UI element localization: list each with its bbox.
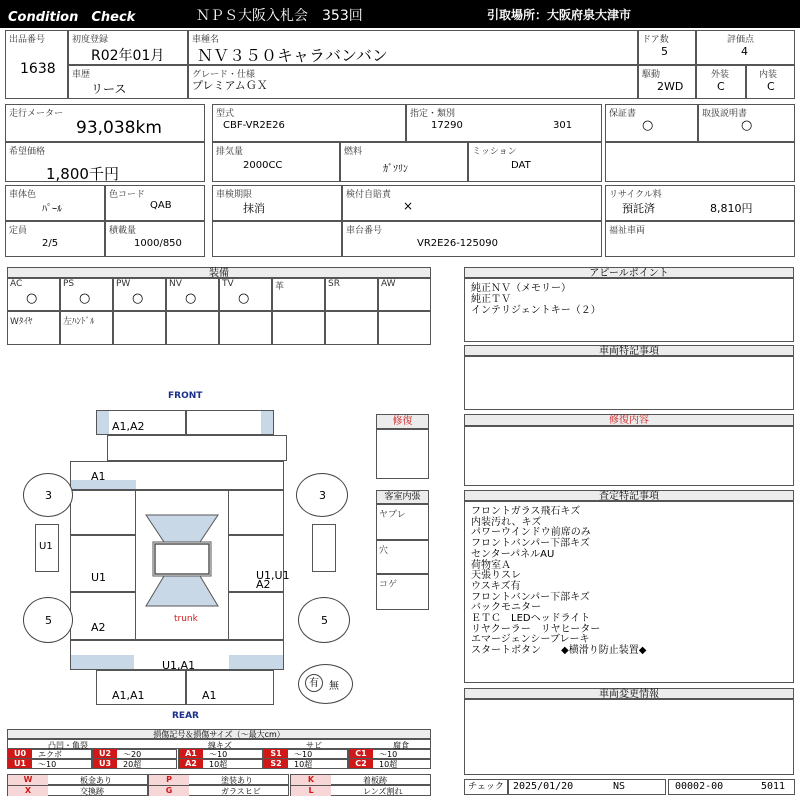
liability-cell	[342, 185, 602, 221]
legend-extra-cell	[7, 774, 148, 785]
mileage-value: 93,038km	[76, 118, 162, 138]
legend-extra-desc: 板金あり	[80, 776, 112, 785]
equipment-ps	[60, 278, 113, 311]
drive-label: 駆動	[642, 70, 661, 80]
mission-cell	[468, 142, 602, 182]
body-color-value: ﾊﾟｰﾙ	[42, 204, 62, 215]
legend-code: U2	[93, 749, 117, 758]
model-value: CBF-VR2E26	[223, 120, 285, 131]
liability-label: 検付自賠責	[346, 190, 392, 200]
spare-no-mark: 無	[329, 681, 339, 692]
appeal-title: アピールポイント	[464, 267, 794, 278]
legend-code: C2	[349, 759, 373, 768]
equipment-sr	[325, 278, 378, 311]
interior-hole	[376, 540, 429, 574]
damage-shade	[261, 411, 273, 434]
legend-extra-code: G	[149, 786, 189, 796]
inspection-note-line: フロントバンパー下部キズ	[471, 591, 590, 603]
legend-group-scratch: 線キズ	[208, 741, 232, 750]
blank-cell-b	[212, 221, 342, 257]
legend-cell	[92, 749, 177, 759]
legend-desc: ～20	[123, 750, 142, 759]
legend-cell	[348, 759, 431, 769]
manual-value: ○	[741, 118, 753, 133]
inspection-value: 抹消	[243, 202, 265, 215]
equipment-label: SR	[328, 279, 340, 289]
spare-tire	[298, 664, 353, 704]
drive-cell	[638, 65, 696, 99]
equipment-pw	[113, 278, 166, 311]
rear-label: REAR	[172, 711, 199, 721]
legend-code: U0	[8, 749, 32, 758]
front-label: FRONT	[168, 391, 203, 401]
exterior-label: 外装	[711, 70, 730, 80]
price-label: 希望価格	[9, 147, 46, 157]
footer-code2: 5011	[761, 781, 786, 792]
load-cell	[105, 221, 205, 257]
equipment-nv	[166, 278, 219, 311]
inspection-cell	[212, 185, 342, 221]
inspection-note-line: ＥＴＣ LEDヘッドライト	[471, 613, 591, 624]
recycle-cell	[605, 185, 795, 221]
legend-cell	[178, 759, 263, 769]
inspection-note-line: フロントガラス飛石キズ	[471, 506, 581, 517]
equipment-革	[272, 278, 325, 311]
wheel-front-right	[296, 473, 348, 517]
inspection-note-line: センターパネルAU	[471, 548, 555, 560]
repair-content-body	[464, 426, 794, 486]
legend-group-rust: サビ	[306, 741, 322, 750]
score-value: 4	[741, 45, 748, 58]
mark-front-bumper: A1,A2	[112, 420, 145, 433]
legend-cell	[92, 759, 177, 769]
car-name-cell	[188, 30, 638, 65]
interior-cell	[746, 65, 795, 99]
mileage-label: 走行メーター	[9, 109, 64, 119]
designation-cell	[406, 104, 602, 142]
header-bar	[0, 0, 800, 28]
legend-cell	[7, 759, 92, 769]
model-label: 型式	[216, 109, 235, 119]
chassis-label: 車台番号	[346, 226, 383, 236]
lot-cell	[5, 30, 68, 99]
mark-mirror-left: U1	[39, 541, 53, 552]
color-code-value: QAB	[150, 200, 172, 211]
legend-extra-code: P	[149, 775, 189, 785]
equipment-ac	[7, 278, 60, 311]
equipment-tv	[219, 278, 272, 311]
score-cell	[696, 30, 795, 65]
chassis-value: VR2E26-125090	[417, 238, 498, 249]
capacity-cell	[5, 221, 105, 257]
fuel-cell	[340, 142, 468, 182]
legend-cell	[178, 749, 263, 759]
designation-label: 指定・類別	[410, 109, 456, 119]
mark-rear-bumper: U1,A1	[162, 659, 196, 672]
trunk-label: trunk	[174, 614, 198, 624]
equipment-empty-4	[272, 311, 325, 345]
lot-label: 出品番号	[9, 35, 46, 45]
equipment-mark: ○	[132, 291, 144, 306]
spare-yes-mark: 有	[305, 674, 323, 692]
inspection-note-line: エマージェンシーブレーキ	[471, 634, 590, 646]
mark-door-left: U1	[91, 571, 107, 584]
body-color-label: 車体色	[9, 190, 37, 200]
inspection-notes-body	[464, 501, 794, 683]
legend-cell	[7, 749, 92, 759]
mark-rear-right: A1	[202, 689, 217, 702]
load-value: 1000/850	[134, 238, 182, 249]
inspection-note-line: 荷物室Ａ	[471, 559, 511, 571]
legend-extra-desc: レンズ割れ	[363, 787, 403, 796]
equipment-label: PS	[63, 279, 75, 289]
legend-extra-code: W	[8, 775, 48, 785]
legend-code: U3	[93, 759, 117, 768]
inspection-note-line: 天張りスレ	[471, 570, 521, 582]
grille-panel	[107, 435, 287, 461]
legend-extra-cell	[290, 785, 431, 796]
mark-rear-left: A1,A1	[112, 689, 145, 702]
welfare-cell	[605, 221, 795, 257]
header-auction-title: ＮＰＳ大阪入札会 353回	[196, 8, 363, 24]
mileage-cell	[5, 104, 205, 142]
equipment-empty-6	[378, 311, 431, 345]
footer-code1: 00002-00	[675, 781, 724, 792]
equipment-label: 革	[275, 282, 285, 292]
grade-value: プレミアムＧＸ	[192, 79, 268, 92]
model-cell	[212, 104, 406, 142]
equipment-empty-3	[219, 311, 272, 345]
mark-wheel-fl: 3	[45, 489, 52, 502]
legend-desc: ～10	[294, 750, 313, 759]
repair-content-title: 修復内容	[464, 414, 794, 426]
color-code-label: 色コード	[109, 190, 146, 200]
inspection-note-line: 内装汚れ、キズ	[471, 516, 542, 528]
blank-cell-a	[605, 142, 795, 182]
grade-label: グレード・仕様	[192, 70, 256, 80]
manual-cell	[698, 104, 795, 142]
legend-extra-code: X	[8, 786, 48, 796]
legend-desc: 20超	[123, 760, 142, 769]
interior-value: C	[767, 80, 775, 93]
legend-extra-desc: 交換跡	[80, 787, 104, 796]
appeal-line-2: 純正ＴＶ	[471, 294, 511, 305]
lot-number: 1638	[20, 61, 56, 77]
recycle-label: リサイクル料	[609, 190, 662, 200]
displacement-value: 2000CC	[243, 160, 283, 171]
footer-check-label: チェック	[464, 779, 508, 795]
footer-date: 2025/01/20	[513, 781, 574, 792]
warranty-cell	[605, 104, 698, 142]
designation-value: 17290	[431, 120, 463, 131]
first-reg-label: 初度登録	[72, 35, 109, 45]
legend-cell	[263, 759, 348, 769]
legend-desc: ～10	[379, 750, 398, 759]
repair-body	[376, 429, 429, 479]
damage-shade	[229, 655, 283, 669]
grade-cell	[188, 65, 638, 99]
legend-desc: ～10	[209, 750, 228, 759]
legend-extra-cell	[7, 785, 148, 796]
car-name-label: 車種名	[192, 35, 220, 45]
first-reg-cell	[68, 30, 188, 65]
capacity-value: 2/5	[42, 238, 59, 249]
legend-cell	[263, 749, 348, 759]
price-value: 1,800千円	[46, 165, 119, 183]
legend-extra-cell	[148, 785, 289, 796]
equipment-aw	[378, 278, 431, 311]
legend-code: U1	[8, 759, 32, 768]
legend-extra-cell	[148, 774, 289, 785]
footer-inspector: NS	[613, 781, 626, 792]
inspection-note-line: フロントバンパー下部キズ	[471, 538, 590, 550]
interior-tear	[376, 504, 429, 540]
history-label: 車歴	[72, 70, 91, 80]
mark-wheel-rl: 5	[45, 614, 52, 627]
welfare-label: 福祉車両	[609, 226, 646, 236]
wheel-rear-left	[23, 597, 73, 643]
mirror-left	[35, 524, 59, 572]
legend-extra-desc: 塗装あり	[221, 776, 253, 785]
mark-door-right: U1,U1 A2	[256, 569, 290, 591]
equipment-mark: ○	[79, 291, 91, 306]
interior-burn	[376, 574, 429, 610]
legend-group-dent: 凸凹・亀裂	[48, 741, 88, 750]
equipment-lhd-label: 左ﾊﾝﾄﾞﾙ	[63, 317, 95, 327]
inspection-notes-title: 査定特記事項	[464, 490, 794, 501]
exterior-cell	[696, 65, 746, 99]
legend-extra-desc: ガラスヒビ	[221, 787, 261, 796]
body-color-cell	[5, 185, 105, 221]
displacement-cell	[212, 142, 340, 182]
change-info-title: 車両変更情報	[464, 688, 794, 699]
doors-value: 5	[661, 45, 668, 58]
equipment-mark: ○	[26, 291, 38, 306]
repair-title: 修復	[376, 414, 429, 429]
special-notes-title: 車両特記事項	[464, 345, 794, 356]
equipment-mark: ○	[185, 291, 197, 306]
legend-code: S1	[264, 749, 288, 758]
exterior-value: C	[717, 80, 725, 93]
equipment-empty-2	[166, 311, 219, 345]
legend-extra-desc: 着板跡	[363, 776, 387, 785]
appeal-body	[464, 278, 794, 342]
legend-cell	[348, 749, 431, 759]
equipment-label: AW	[381, 279, 396, 289]
legend-title: 損傷記号＆損傷サイズ（～最大cm）	[7, 729, 431, 739]
equipment-title: 装備	[7, 267, 431, 278]
equipment-lhd	[60, 311, 113, 345]
equipment-wtire	[7, 311, 60, 345]
damage-shade	[97, 411, 109, 434]
inspection-note-line: スタートボタン ◆横滑り防止装置◆	[471, 645, 647, 657]
inspection-label: 車検期限	[216, 190, 253, 200]
chassis-cell	[342, 221, 602, 257]
interior-state-title: 客室内張	[376, 490, 429, 504]
special-notes-body	[464, 356, 794, 410]
recycle-status: 預託済	[622, 202, 655, 215]
equipment-mark: ○	[238, 291, 250, 306]
mark-wheel-rr: 5	[321, 614, 328, 627]
legend-desc: ～10	[38, 760, 57, 769]
damage-shade	[71, 655, 134, 669]
equipment-label: NV	[169, 279, 182, 289]
legend-code: S2	[264, 759, 288, 768]
interior-burn-label: コゲ	[379, 580, 398, 590]
appeal-line-1: 純正ＮＶ（メモリー）	[471, 283, 571, 294]
displacement-label: 排気量	[216, 147, 244, 157]
legend-code: C1	[349, 749, 373, 758]
header-location: 引取場所：大阪府泉大津市	[487, 8, 632, 22]
footer-date-cell	[508, 779, 666, 795]
inspection-note-line: バックモニター	[471, 602, 541, 614]
interior-hole-label: 穴	[379, 546, 389, 556]
quarter-right	[228, 592, 284, 640]
interior-label: 内装	[759, 70, 778, 80]
legend-desc: 10超	[294, 760, 313, 769]
wheel-rear-right	[298, 597, 350, 643]
mirror-right	[312, 524, 336, 572]
legend-groups-row	[7, 739, 431, 749]
appeal-line-3: インテリジェントキー（２）	[471, 305, 601, 316]
inspection-note-line: パワーウインドウ前席のみ	[471, 527, 591, 539]
interior-tear-label: ヤブレ	[379, 510, 406, 520]
recycle-value: 8,810円	[710, 202, 753, 215]
mark-hood-left: A1	[91, 470, 106, 483]
legend-extra-code: K	[291, 775, 331, 785]
equipment-empty-1	[113, 311, 166, 345]
inspection-note-line: リヤクーラー リヤヒーター	[471, 623, 601, 635]
mark-wheel-fr: 3	[319, 489, 326, 502]
equipment-label: TV	[222, 279, 234, 289]
warranty-value: ○	[642, 118, 654, 133]
equipment-wtire-label: Wﾀｲﾔ	[10, 317, 33, 327]
legend-desc: 10超	[379, 760, 398, 769]
car-name-value: ＮＶ３５０キャラバンバン	[197, 46, 388, 65]
score-label: 評価点	[727, 35, 755, 45]
mission-value: DAT	[511, 160, 531, 171]
mission-label: ミッション	[472, 147, 517, 157]
doors-cell	[638, 30, 696, 65]
color-code-cell	[105, 185, 205, 221]
wheel-front-left	[23, 473, 73, 517]
legend-group-corrosion: 腐食	[393, 741, 409, 750]
legend-code: A2	[179, 759, 203, 768]
equipment-empty-5	[325, 311, 378, 345]
manual-label: 取扱説明書	[702, 109, 748, 119]
rear-bumper-right	[186, 670, 274, 705]
category-value: 301	[553, 120, 573, 131]
legend-code: A1	[179, 749, 203, 758]
fender-front-left	[70, 490, 136, 535]
drive-value: 2WD	[657, 80, 684, 93]
equipment-label: AC	[10, 279, 23, 289]
capacity-label: 定員	[9, 226, 28, 236]
history-value: リース	[91, 82, 127, 96]
fuel-value: ｶﾞｿﾘﾝ	[383, 164, 408, 175]
legend-extra-code: L	[291, 786, 331, 796]
change-info-body	[464, 699, 794, 775]
legend-desc: 10超	[209, 760, 228, 769]
equipment-label: PW	[116, 279, 131, 289]
legend-extra-cell	[290, 774, 431, 785]
fender-front-right	[228, 490, 284, 535]
history-cell	[68, 65, 188, 99]
first-reg-value: R02年01月	[91, 48, 165, 64]
mark-quarter-left: A2	[91, 621, 106, 634]
legend-desc: エクボ	[38, 750, 62, 759]
inspection-note-line: ウスキズ有	[471, 580, 521, 592]
header-left-title: Condition Check	[8, 10, 136, 25]
liability-value: ×	[403, 199, 414, 213]
fuel-label: 燃料	[344, 147, 363, 157]
price-cell	[5, 142, 205, 182]
load-label: 積載量	[109, 226, 137, 236]
doors-label: ドア数	[642, 35, 669, 45]
footer-code-cell	[668, 779, 795, 795]
warranty-label: 保証書	[609, 109, 637, 119]
